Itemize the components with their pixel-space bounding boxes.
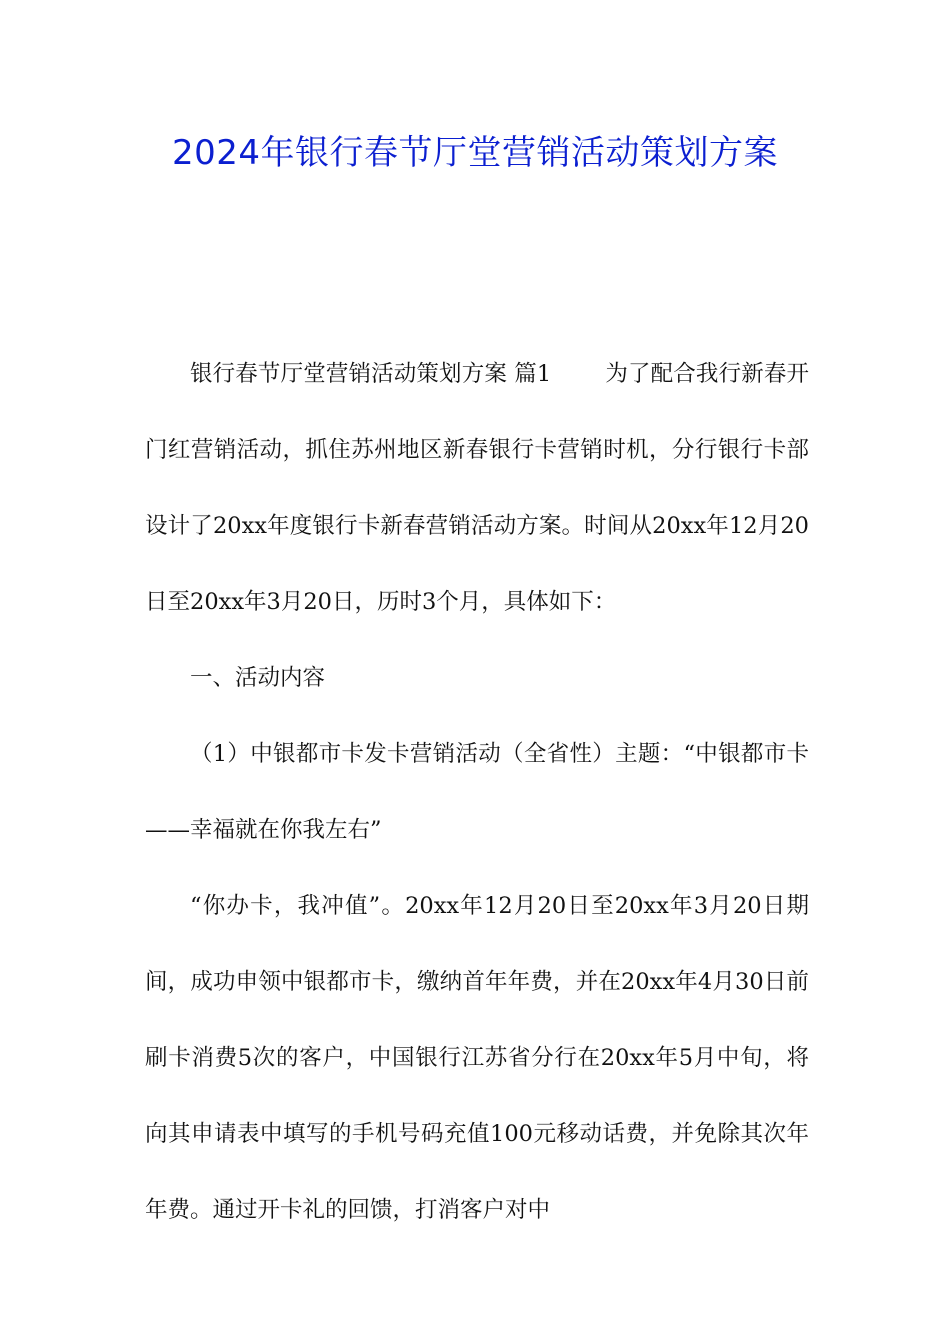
paragraph-text: 为了配合我行新春开门红营销活动，抓住苏州地区新春银行卡营销时机，分行银行卡部设计了20xx年度银行卡新春营销活动方案。时间从20xx年12月20日至20xx年3月20日，历时3个月，具体如下： (145, 361, 809, 615)
paragraph-intro (145, 336, 809, 640)
paragraph-section-heading: 一、活动内容 (190, 665, 326, 691)
section-heading-inline: 银行春节厅堂营销活动策划方案 篇1 (190, 361, 552, 387)
document-title: 2024年银行春节厅堂营销活动策划方案 (171, 133, 779, 173)
paragraph-detail: “你办卡，我冲值”。20xx年12月20日至20xx年3月20日期间，成功申领中银都市卡，缴纳首年年费，并在20xx年4月30日前刷卡消费5次的客户，中国银行江苏省分行在20xx年5月中旬，将向其申请表中填写的手机号码充值100元移动话费，并免除其次年年费。通过开卡礼的回馈，打消客户对中 (145, 893, 809, 1223)
document-body (145, 336, 809, 1248)
paragraph-subsection: （1）中银都市卡发卡营销活动（全省性）主题：“中银都市卡——幸福就在你我左右” (145, 741, 809, 843)
